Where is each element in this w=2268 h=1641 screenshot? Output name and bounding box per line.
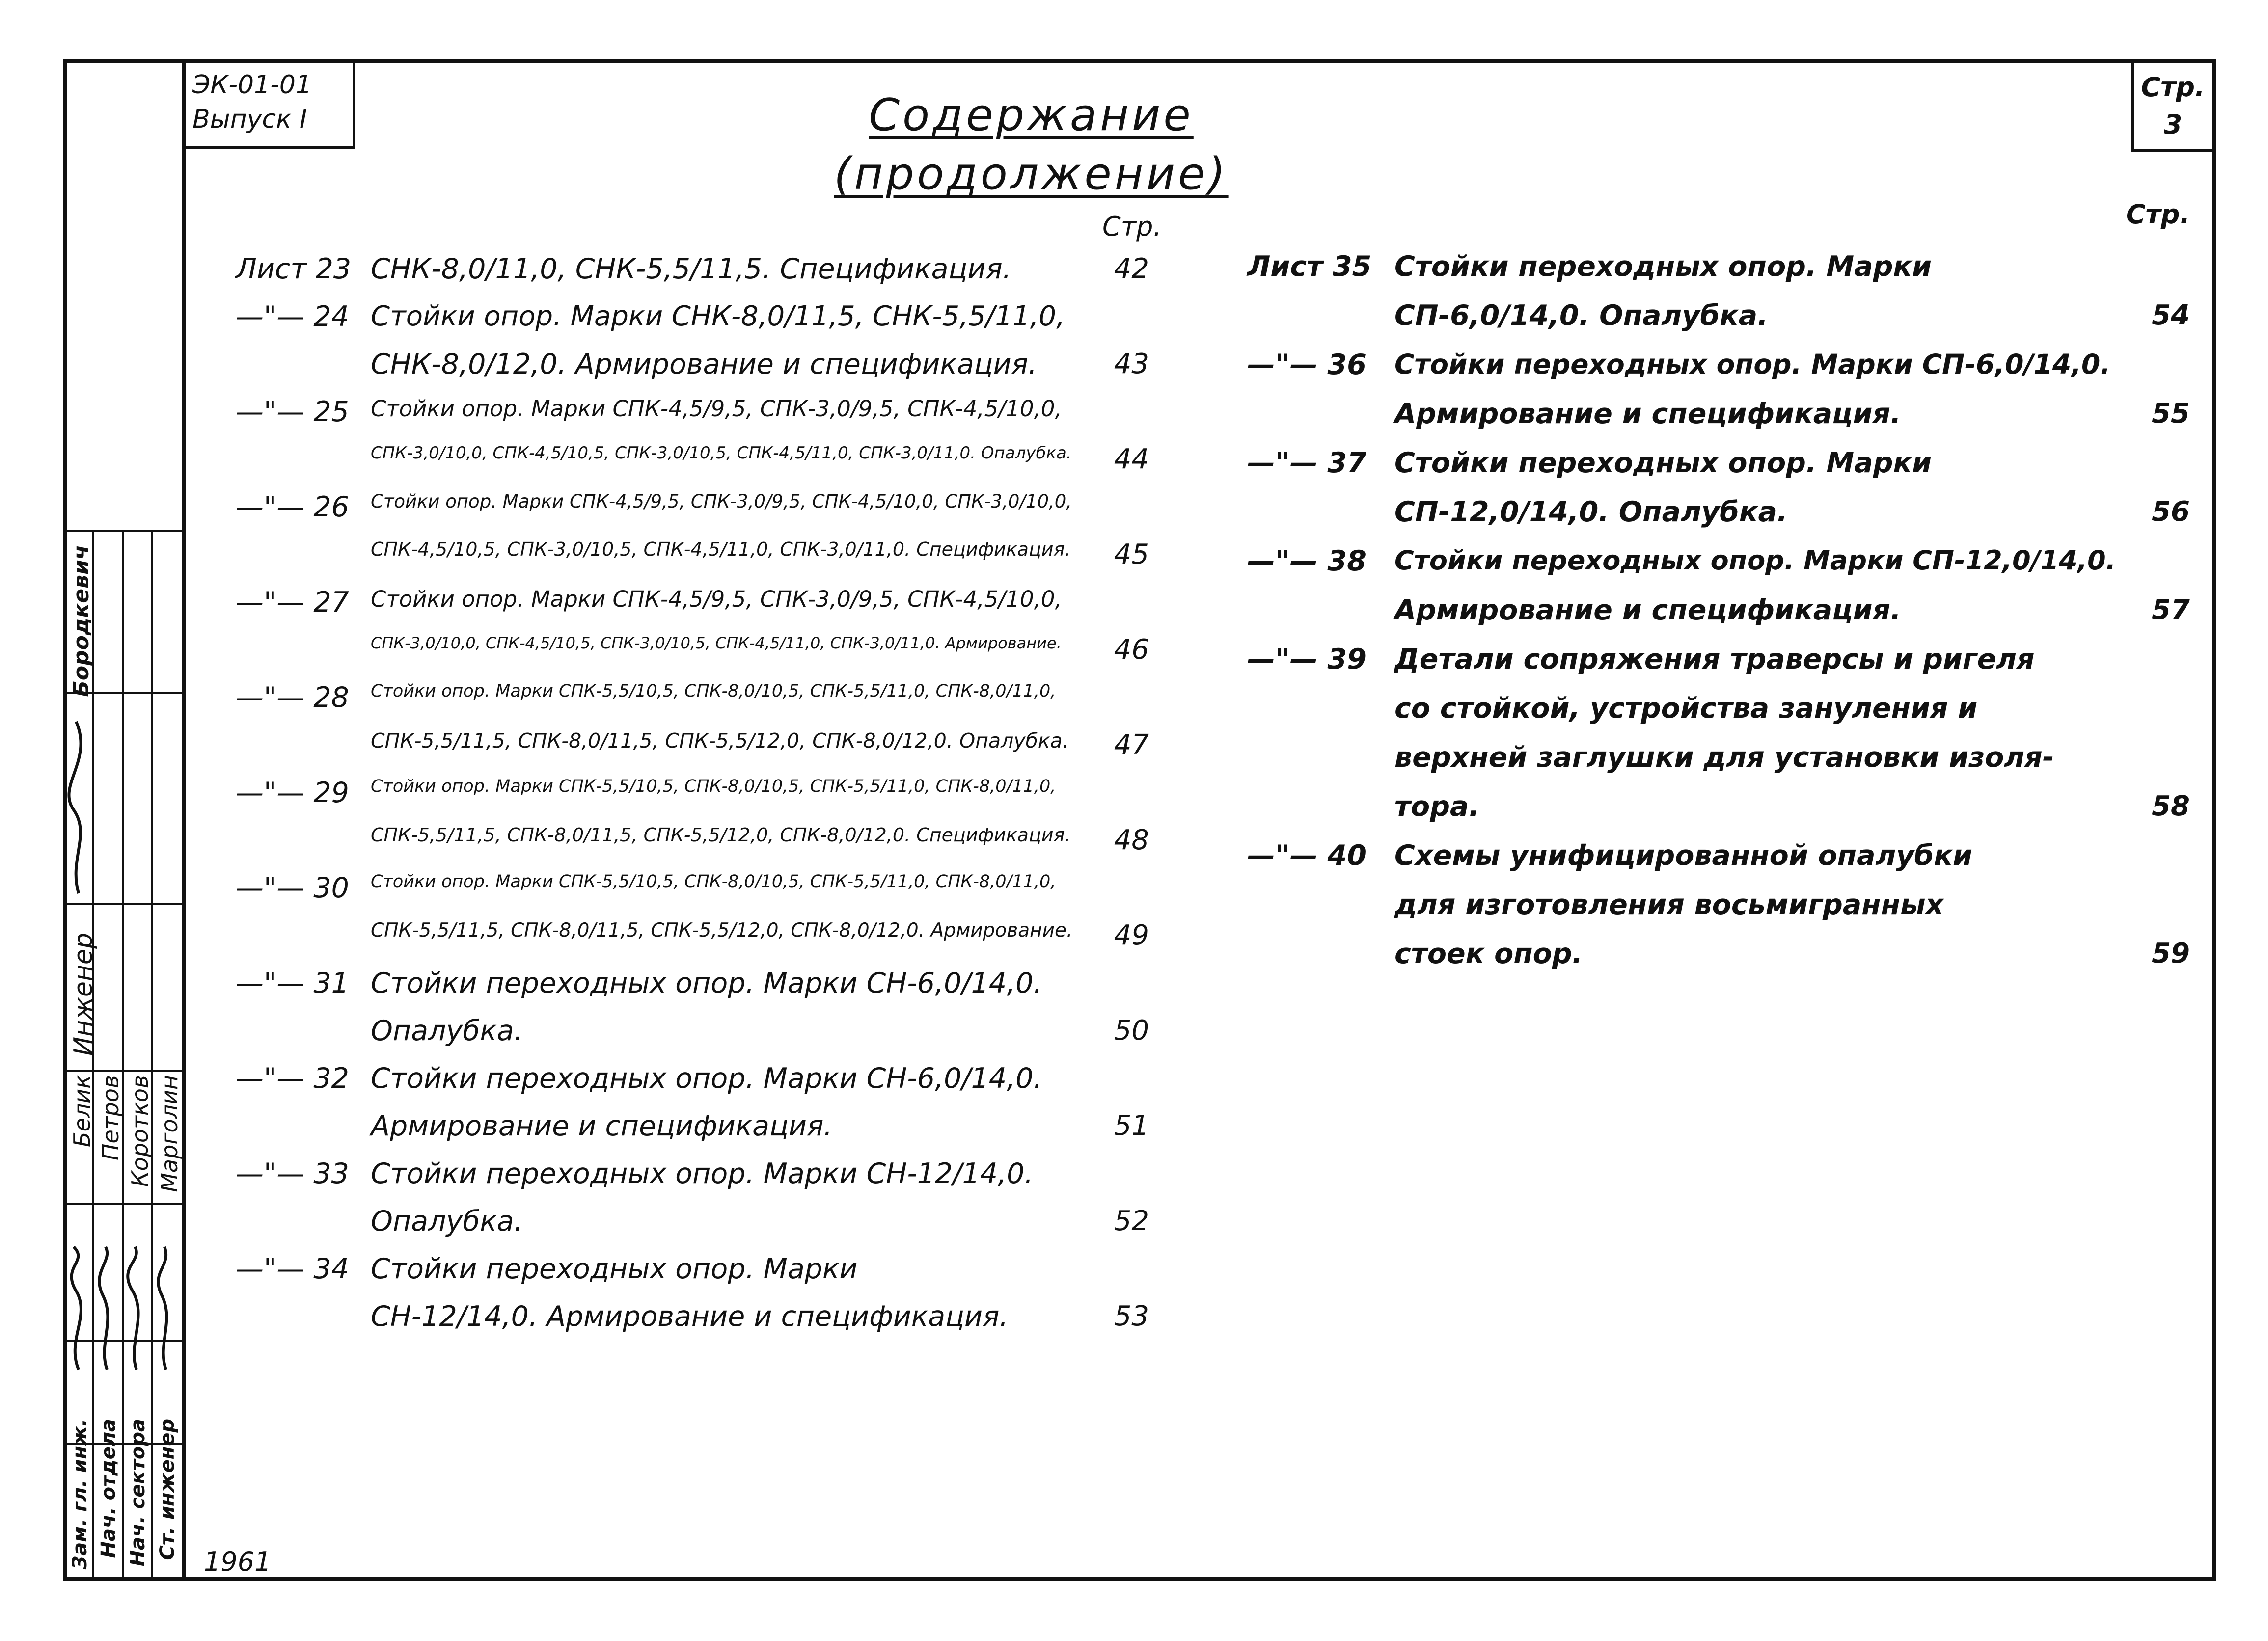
page-number-box [2131,63,2212,152]
left-entry-prefix: —"— 26 [236,491,349,523]
page-number: 3 [2163,109,2183,140]
left-entry-text: СПК-5,5/11,5, СПК-8,0/11,5, СПК-5,5/12,0, СПК-8,0/12,0. Опалубка. [371,729,1069,753]
right-entry-prefix: Лист 35 [1247,250,1372,283]
right-column-page-header: Стр. [2126,199,2190,230]
left-entry-text: Стойки переходных опор. Марки СН-6,0/14,0. [371,967,1042,999]
left-entry-text: СПК-5,5/11,5, СПК-8,0/11,5, СПК-5,5/12,0, СПК-8,0/12,0. Спецификация. [371,824,1071,846]
drawing-frame [63,59,2216,1581]
right-entry-prefix: —"— 39 [1247,643,1366,675]
stamp-name-4: Марголин [156,1075,183,1192]
right-entry-page: 55 [2152,398,2190,430]
page-label: Стр. [2141,72,2205,103]
right-entry-text: Детали сопряжения траверсы и ригеля [1394,643,2035,675]
left-entry-prefix: —"— 32 [236,1062,349,1095]
right-entry-text: Схемы унифицированной опалубки [1394,839,1972,872]
left-entry-page: 53 [1114,1300,1149,1332]
left-entry-text: СН-12/14,0. Армирование и спецификация. [371,1300,1009,1333]
left-entry-text: Армирование и спецификация. [371,1110,833,1142]
document-code: ЭК-01-01 [192,70,312,100]
right-entry-text: стоек опор. [1394,938,1583,970]
right-entry-text: Армирование и спецификация. [1394,594,1901,626]
left-entry-prefix: —"— 28 [236,681,349,714]
left-entry-text: Стойки опор. Марки СНК-8,0/11,5, СНК-5,5/11,0, [371,300,1065,332]
right-entry-page: 59 [2152,938,2190,969]
left-entry-page: 51 [1114,1110,1149,1142]
stamp-role-4: Ст. инженер [156,1419,179,1560]
title-line-2: (продолжение) [834,148,1229,200]
left-entry-prefix: Лист 23 [236,253,352,285]
left-entry-text: СПК-5,5/11,5, СПК-8,0/11,5, СПК-5,5/12,0, СПК-8,0/12,0. Армирование. [371,919,1073,942]
left-entry-text: Опалубка. [371,1015,523,1047]
stamp-role-3: Нач. сектора [127,1419,149,1567]
right-entry-text: тора. [1394,790,1480,823]
frame-margin-line [182,59,186,1581]
right-entry-prefix: —"— 36 [1247,349,1366,381]
left-entry-text: Стойки опор. Марки СПК-4,5/9,5, СПК-3,0/9,5, СПК-4,5/10,0, [371,586,1062,612]
left-entry-text: СПК-3,0/10,0, СПК-4,5/10,5, СПК-3,0/10,5, СПК-4,5/11,0, СПК-3,0/11,0. Опалубка. [371,443,1072,463]
left-entry-page: 52 [1114,1205,1149,1237]
left-entry-page: 44 [1114,443,1149,475]
right-entry-prefix: —"— 38 [1247,545,1366,577]
left-entry-text: СПК-4,5/10,5, СПК-3,0/10,5, СПК-4,5/11,0, СПК-3,0/11,0. Спецификация. [371,538,1071,560]
right-entry-text: со стойкой, устройства зануления и [1394,692,1978,725]
right-entry-text: Стойки переходных опор. Марки СП-6,0/14,0. [1394,349,2111,380]
left-entry-page: 49 [1114,919,1149,951]
left-entry-page: 50 [1114,1015,1149,1047]
left-entry-text: Стойки опор. Марки СПК-5,5/10,5, СПК-8,0/10,5, СПК-5,5/11,0, СПК-8,0/11,0, [371,777,1056,796]
left-entry-text: СНК-8,0/12,0. Армирование и спецификация. [371,348,1038,380]
left-entry-prefix: —"— 27 [236,586,349,619]
left-entry-text: Стойки переходных опор. Марки СН-6,0/14,0. [371,1062,1042,1095]
year-label: 1961 [204,1546,272,1577]
right-entry-text: Армирование и спецификация. [1394,398,1901,430]
stamp-role-1: Зам. гл. инж. [69,1419,91,1570]
right-entry-text: Стойки переходных опор. Марки [1394,447,1932,479]
stamp-name-engineer: Бородкевич [69,545,94,697]
stamp-role-2: Нач. отдела [97,1419,120,1558]
right-entry-page: 57 [2152,594,2190,626]
left-entry-text: Стойки опор. Марки СПК-4,5/9,5, СПК-3,0/9,5, СПК-4,5/10,0, [371,396,1062,422]
left-entry-page: 48 [1114,824,1149,856]
left-entry-prefix: —"— 34 [236,1253,349,1285]
signatures-image [64,1242,182,1374]
left-entry-prefix: —"— 29 [236,777,349,809]
left-entry-prefix: —"— 31 [236,967,349,999]
right-entry-prefix: —"— 37 [1247,447,1366,479]
left-entry-prefix: —"— 30 [236,872,349,904]
left-entry-text: Опалубка. [371,1205,523,1237]
right-entry-text: Стойки переходных опор. Марки СП-12,0/14,0. [1394,545,2116,576]
left-entry-prefix: —"— 33 [236,1157,349,1190]
page-title [687,86,1375,204]
left-entry-text: СПК-3,0/10,0, СПК-4,5/10,5, СПК-3,0/10,5, СПК-4,5/11,0, СПК-3,0/11,0. Армирование. [371,634,1062,652]
left-entry-page: 45 [1114,538,1149,570]
right-entry-text: для изготовления восьмигранных [1394,888,1944,921]
left-entry-page: 42 [1114,253,1149,285]
left-entry-prefix: —"— 25 [236,396,349,428]
right-entry-page: 56 [2152,496,2190,528]
right-entry-text: верхней заглушки для установки изоля- [1394,741,2054,774]
right-entry-page: 54 [2152,299,2190,331]
document-code-box [186,63,355,149]
stamp-name-2: Петров [97,1075,124,1161]
left-entry-text: Стойки опор. Марки СПК-5,5/10,5, СПК-8,0/10,5, СПК-5,5/11,0, СПК-8,0/11,0, [371,681,1056,701]
left-entry-text: Стойки переходных опор. Марки СН-12/14,0. [371,1157,1034,1190]
stamp-name-1: Белик [69,1075,95,1147]
left-entry-text: Стойки опор. Марки СПК-4,5/9,5, СПК-3,0/9,5, СПК-4,5/10,0, СПК-3,0/10,0, [371,491,1072,512]
right-entry-page: 58 [2152,790,2190,822]
right-entry-text: СП-6,0/14,0. Опалубка. [1394,299,1768,332]
left-entry-page: 43 [1114,348,1149,380]
stamp-role-engineer: Инженер [69,933,98,1056]
left-entry-page: 47 [1114,729,1149,761]
left-entry-text: Стойки опор. Марки СПК-5,5/10,5, СПК-8,0/10,5, СПК-5,5/11,0, СПК-8,0/11,0, [371,872,1056,891]
signature-image [64,712,98,898]
right-entry-text: СП-12,0/14,0. Опалубка. [1394,496,1788,528]
left-entry-page: 46 [1114,634,1149,666]
left-entry-prefix: —"— 24 [236,300,349,333]
left-column-page-header: Стр. [1102,211,1162,242]
right-entry-text: Стойки переходных опор. Марки [1394,250,1932,283]
left-entry-text: Стойки переходных опор. Марки [371,1253,858,1285]
stamp-name-3: Коротков [127,1075,153,1187]
issue-label: Выпуск I [192,105,307,134]
left-entry-text: СНК-8,0/11,0, СНК-5,5/11,5. Спецификация. [371,253,1011,285]
right-entry-prefix: —"— 40 [1247,839,1366,872]
title-line-1: Содержание [869,89,1194,141]
